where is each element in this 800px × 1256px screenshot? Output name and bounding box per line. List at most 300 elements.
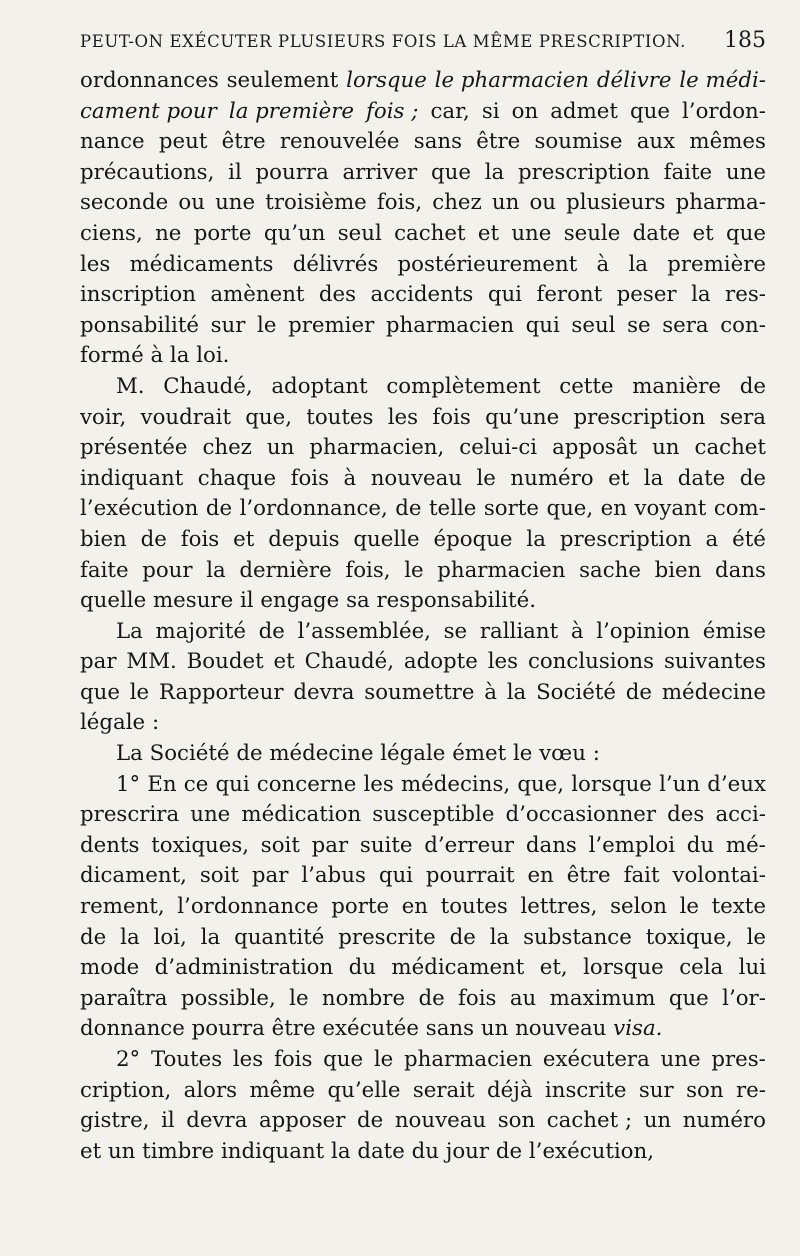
word: devra	[186, 1108, 248, 1134]
word: com-	[713, 496, 766, 522]
text-line	[80, 1076, 766, 1107]
word: sur	[638, 1077, 674, 1103]
word: à	[596, 251, 610, 277]
word: indiquant	[80, 465, 184, 491]
word: inscription	[80, 282, 196, 308]
word: médicaments	[129, 251, 274, 277]
word: en	[600, 496, 627, 522]
text-line	[80, 66, 766, 97]
word: cette	[559, 373, 614, 399]
word: une	[660, 1047, 701, 1072]
text-line	[80, 250, 766, 281]
word: de	[357, 1108, 384, 1134]
word: il	[239, 588, 254, 614]
word: bien	[80, 526, 127, 552]
word: date	[677, 465, 726, 491]
word: déjà	[486, 1077, 533, 1103]
word: de	[395, 496, 422, 522]
word: la	[643, 465, 664, 491]
word: l’assemblée,	[297, 618, 431, 644]
word: mêmes	[689, 129, 766, 155]
word: le médi-	[679, 68, 766, 93]
word: de	[449, 924, 476, 950]
word: émet	[452, 741, 507, 767]
word: médecine	[269, 741, 374, 767]
word: seule	[563, 220, 621, 246]
word: la	[206, 557, 226, 583]
word: son	[497, 1108, 536, 1134]
word: suivantes	[663, 649, 766, 675]
word: a	[705, 526, 719, 552]
word: qui	[215, 771, 250, 797]
word: MM.	[126, 649, 177, 675]
word: être	[566, 863, 611, 889]
word: plusieurs	[566, 190, 666, 216]
page-header	[80, 28, 766, 62]
word: le	[129, 679, 150, 705]
word: été	[732, 526, 766, 552]
word: lorsque	[571, 771, 652, 797]
text-line	[80, 831, 766, 862]
word: pres-	[711, 1047, 766, 1072]
word: Chaudé,	[304, 649, 394, 675]
word: concerne	[256, 771, 357, 797]
word: bien	[654, 557, 702, 583]
text-line	[80, 953, 766, 984]
word: pharmacien	[385, 312, 515, 338]
word: des	[667, 802, 705, 828]
word: loi.	[196, 343, 230, 369]
word: la	[489, 924, 510, 950]
word: l’ordonnance,	[239, 496, 388, 522]
word: formé	[80, 343, 144, 369]
word: exécutera	[542, 1047, 650, 1072]
word: fois	[432, 404, 471, 430]
word: timbre	[142, 1138, 215, 1164]
word: Société	[149, 741, 230, 767]
word: de	[80, 924, 107, 950]
word: l’opinion	[596, 618, 691, 644]
word: présentée	[80, 435, 188, 461]
word: de	[236, 741, 263, 767]
word: qu’une	[485, 404, 560, 430]
word: délivre	[596, 68, 672, 93]
word: sans	[413, 129, 463, 155]
word: re-	[735, 1077, 766, 1103]
word: Société	[536, 679, 616, 705]
word: la	[506, 679, 527, 705]
word: époque	[433, 526, 513, 552]
word: sa	[346, 588, 370, 614]
word: soumise	[534, 129, 623, 155]
word: seulement	[226, 68, 339, 93]
word: en	[527, 863, 554, 889]
word: quelle	[353, 526, 420, 552]
word: volontai-	[672, 863, 766, 889]
word: dans	[525, 832, 577, 858]
word: texte	[711, 894, 766, 920]
word: on	[511, 98, 539, 124]
word: qui	[525, 312, 560, 338]
word: et	[692, 220, 714, 246]
word: une	[215, 190, 256, 216]
word: à la	[150, 343, 190, 369]
word: date	[632, 220, 681, 246]
word: exécutée	[322, 1016, 420, 1042]
word: paraîtra	[80, 985, 168, 1011]
word: les	[387, 404, 419, 430]
word: des	[318, 282, 357, 308]
word: nouveau	[515, 1016, 607, 1042]
word: quelle	[80, 588, 147, 614]
word: le	[476, 465, 496, 491]
word: pourra	[255, 159, 329, 185]
word: nombre	[321, 985, 406, 1011]
word: l’emploi	[588, 832, 676, 858]
word: seconde	[80, 190, 169, 216]
word: La	[116, 741, 143, 767]
word: possible,	[180, 985, 276, 1011]
word: du	[686, 832, 715, 858]
word: serait	[412, 1077, 475, 1103]
word: pour	[142, 557, 193, 583]
word: voudrait	[140, 404, 231, 430]
word: il	[161, 1108, 175, 1134]
word: médication	[241, 802, 362, 828]
word: un	[480, 1016, 509, 1042]
word: la	[331, 1138, 351, 1164]
word: ce	[183, 771, 209, 797]
word: à	[343, 465, 357, 491]
word: médecins,	[400, 771, 511, 797]
word: d’administration	[154, 955, 334, 981]
text-line	[80, 556, 766, 587]
word: une	[511, 220, 552, 246]
word: l’exécution,	[528, 1138, 654, 1164]
word: dicament,	[80, 863, 187, 889]
word: maximum	[549, 985, 656, 1011]
word: majorité	[155, 618, 246, 644]
word: Boudet	[186, 649, 264, 675]
text-line	[80, 1106, 766, 1137]
word: du	[348, 955, 376, 981]
word: la	[526, 526, 546, 552]
word: suite	[359, 832, 413, 858]
word: un	[266, 435, 295, 461]
word: con-	[720, 312, 766, 338]
word: le	[404, 557, 424, 583]
text-line	[80, 433, 766, 464]
word: émise	[702, 618, 766, 644]
word: susceptible	[372, 802, 495, 828]
word: pharmacien,	[309, 435, 445, 461]
word: de	[739, 373, 766, 399]
word: qui	[487, 282, 522, 308]
text-line	[80, 494, 766, 525]
word: conclusions	[527, 649, 655, 675]
word: le pharmacien	[434, 68, 590, 93]
word: la	[120, 924, 140, 950]
word: et	[80, 1138, 102, 1164]
word: fois	[180, 526, 220, 552]
word: inscrite	[544, 1077, 627, 1103]
word: Chaudé,	[163, 373, 253, 399]
word: et,	[539, 955, 568, 981]
word: postérieurement	[397, 251, 578, 277]
word: alors	[183, 1077, 238, 1103]
word: peut	[158, 129, 208, 155]
word: mode	[80, 955, 140, 981]
word: ne	[155, 220, 182, 246]
word: qui	[378, 863, 413, 889]
word: toutes	[306, 404, 374, 430]
word: que,	[517, 771, 565, 797]
text-line	[80, 311, 766, 342]
word: dans	[715, 557, 766, 583]
word: dernière	[239, 557, 332, 583]
word: prescription	[573, 404, 706, 430]
word: Toutes	[150, 1047, 223, 1072]
word: d’eux	[707, 771, 766, 797]
word: car,	[430, 98, 470, 124]
word: feront	[536, 282, 603, 308]
word: admet	[550, 98, 618, 124]
text-line	[80, 372, 766, 403]
word: pharma-	[675, 190, 766, 216]
word: numéro	[682, 1108, 766, 1134]
word: la	[484, 159, 505, 185]
word: loi,	[153, 924, 187, 950]
text-line	[80, 800, 766, 831]
word: première	[667, 251, 766, 277]
text-line	[80, 1045, 766, 1076]
word: toxiques,	[151, 832, 250, 858]
word: acci-	[715, 802, 766, 828]
word: la première	[228, 98, 354, 124]
word: que,	[245, 404, 292, 430]
text-line	[80, 984, 766, 1015]
word: l’abus	[301, 863, 366, 889]
word: 2°	[116, 1047, 141, 1072]
word: prescrira	[80, 802, 180, 828]
word: par	[311, 832, 349, 858]
word: qu’un	[263, 220, 326, 246]
word: :	[151, 710, 160, 736]
word: sache	[579, 557, 641, 583]
word: cachet	[394, 220, 466, 246]
word: ou	[178, 190, 205, 216]
word: apposât	[552, 435, 638, 461]
word: quantité	[234, 924, 325, 950]
word: porte	[193, 220, 252, 246]
word: que	[430, 159, 471, 185]
word: fois,	[376, 190, 423, 216]
word: nance	[80, 129, 145, 155]
word: de	[625, 679, 653, 705]
word: se	[627, 312, 651, 338]
text-line	[80, 617, 766, 648]
word: fait	[623, 863, 660, 889]
text-line	[80, 923, 766, 954]
word: toxique,	[645, 924, 733, 950]
text-line	[80, 770, 766, 801]
word: nouveau	[394, 1108, 487, 1134]
word: devra	[293, 679, 355, 705]
word: fois	[290, 465, 330, 491]
word: M.	[116, 373, 145, 399]
word: un	[107, 1138, 136, 1164]
text-line	[80, 341, 766, 372]
word: la	[628, 251, 648, 277]
word: peser	[616, 282, 677, 308]
word: renouvelée	[279, 129, 400, 155]
text-line	[80, 586, 766, 617]
word: jour	[445, 1138, 490, 1164]
word: même	[249, 1077, 316, 1103]
text-line	[80, 1014, 766, 1045]
word: chez	[202, 435, 252, 461]
word: le	[746, 924, 766, 950]
word: par	[251, 863, 289, 889]
word: la	[200, 924, 221, 950]
word: rement,	[80, 894, 165, 920]
word: ponsabilité	[80, 312, 200, 338]
word: soit	[260, 832, 300, 858]
word: se	[443, 618, 468, 644]
word: faite	[663, 159, 713, 185]
word: de	[739, 465, 766, 491]
word: et	[273, 649, 295, 675]
word: complètement	[386, 373, 541, 399]
word: pharmacien	[403, 1047, 533, 1072]
word: depuis	[268, 526, 340, 552]
word: pourra	[191, 1016, 265, 1042]
text-line	[80, 188, 766, 219]
word: que,	[546, 496, 594, 522]
word: par	[80, 649, 117, 675]
text-line	[80, 525, 766, 556]
word: accidents	[370, 282, 474, 308]
word: le	[373, 1047, 394, 1072]
text-line	[80, 219, 766, 250]
word: mé-	[725, 832, 766, 858]
word: indiquant	[220, 1138, 325, 1164]
word: celui-ci	[459, 435, 538, 461]
word: fois,	[345, 557, 391, 583]
word: prescrite	[338, 924, 436, 950]
word: que	[80, 679, 120, 705]
word: sans	[425, 1016, 475, 1042]
word: être	[476, 129, 521, 155]
word: et	[233, 526, 255, 552]
word: il	[228, 159, 242, 185]
word: selon	[610, 894, 667, 920]
word: nouveau	[370, 465, 462, 491]
word: d’occasionner	[505, 802, 657, 828]
text-line	[80, 464, 766, 495]
word: délivrés	[292, 251, 379, 277]
page-number: 185	[724, 28, 766, 53]
word: sorte	[483, 496, 539, 522]
word: La	[116, 618, 143, 644]
word: adoptant	[271, 373, 368, 399]
word: mesure	[152, 588, 234, 614]
word: lorsque	[346, 68, 427, 93]
word: de	[140, 526, 167, 552]
word: arriver	[342, 159, 418, 185]
word: seul	[571, 312, 616, 338]
text-line	[80, 678, 766, 709]
word: premier	[288, 312, 375, 338]
word: à	[484, 679, 497, 705]
word: manière	[632, 373, 722, 399]
word: soit	[199, 863, 239, 889]
word: chaque	[197, 465, 277, 491]
word: le	[512, 741, 533, 767]
word: voyant	[634, 496, 707, 522]
word: cela	[679, 955, 724, 981]
text-line	[80, 280, 766, 311]
text-line	[80, 127, 766, 158]
word: sur	[210, 312, 246, 338]
word: si	[481, 98, 500, 124]
word: au	[509, 985, 537, 1011]
word: pourrait	[425, 863, 515, 889]
word: cachet ;	[546, 1108, 633, 1134]
word: de	[495, 1138, 523, 1164]
word: du	[411, 1138, 439, 1164]
word: à	[570, 618, 584, 644]
word: ralliant	[479, 618, 559, 644]
word: cament pour	[80, 98, 217, 124]
word: dents	[80, 832, 140, 858]
word: voir,	[80, 404, 127, 430]
word: responsabilité.	[376, 588, 536, 614]
body-text	[80, 66, 766, 1167]
word: et	[608, 465, 630, 491]
word: ciens,	[80, 220, 143, 246]
word: les	[80, 251, 111, 277]
word: porte	[331, 894, 390, 920]
word: chez	[432, 190, 482, 216]
word: date	[357, 1138, 405, 1164]
word: les	[232, 1047, 264, 1072]
word: donnance	[80, 1016, 185, 1042]
word: une	[190, 802, 231, 828]
text-line	[80, 892, 766, 923]
word: l’ordon-	[682, 98, 766, 124]
word: que	[629, 98, 670, 124]
running-title: PEUT-ON EXÉCUTER PLUSIEURS FOIS LA MÊME PRESCRIPTION.	[80, 32, 686, 51]
word: gistre,	[80, 1108, 150, 1134]
word: prescription	[517, 159, 650, 185]
text-line	[80, 403, 766, 434]
word: adopte	[403, 649, 478, 675]
word: médecine	[661, 679, 766, 705]
word: lorsque	[583, 955, 664, 981]
word: de	[418, 985, 445, 1011]
word: légale	[380, 741, 446, 767]
word: l’or-	[722, 985, 766, 1011]
word: toutes	[440, 894, 508, 920]
word: et	[477, 220, 500, 246]
word: médicament	[391, 955, 525, 981]
word: que	[668, 985, 709, 1011]
word: pharmacien	[437, 557, 566, 583]
word: engage	[260, 588, 340, 614]
word: de	[205, 496, 233, 522]
word: sera	[662, 312, 709, 338]
